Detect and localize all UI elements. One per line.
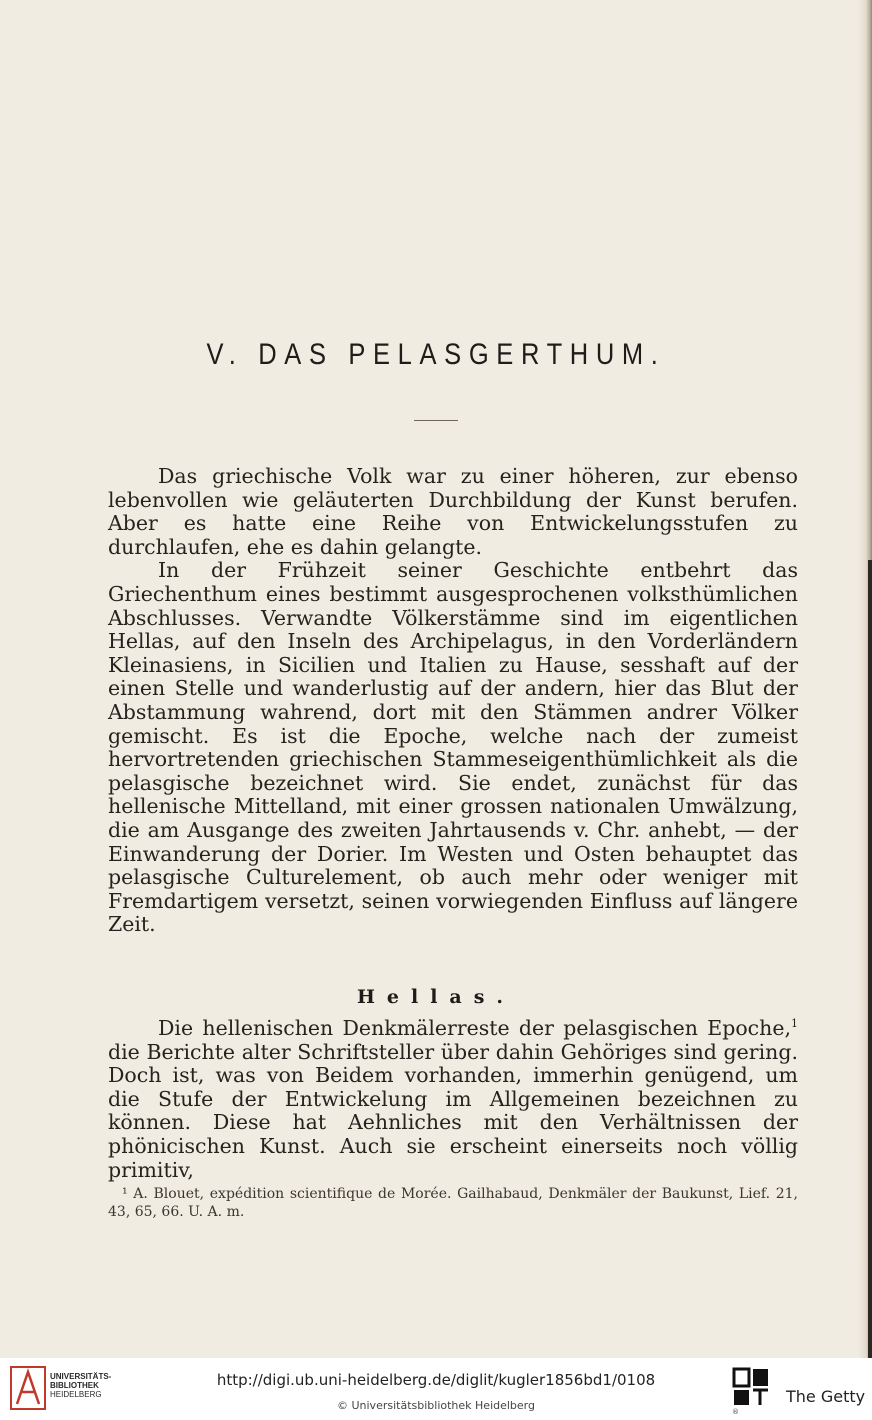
partner-name: The Getty	[786, 1387, 866, 1406]
title-divider	[414, 420, 458, 421]
copyright-notice: © Universitätsbibliothek Heidelberg	[336, 1399, 535, 1412]
footnote: ¹ A. Blouet, expédition scientifique de Morée. Gailhabaud, Denkmäler der Baukunst, Lief. 21, 43, 65, 66. U. A. m.	[108, 1186, 798, 1220]
paragraph-hellas-rest: die Berichte alter Schriftsteller über dahin Gehöriges sind gering. Doch ist, was von Beidem vorhanden, immerhin genügend, um die Stufe der Entwickelung im Allgemeinen bezeichnen zu können. Diese hat Aehnliches mit den Verhältnissen der phönicischen Kunst. Auch sie erscheint einerseits noch völlig primitiv,	[108, 1039, 798, 1182]
section-heading-hellas: Hellas.	[356, 986, 516, 1008]
library-name-line1: UNIVERSITÄTS-	[50, 1372, 112, 1381]
page-edge-binding	[868, 560, 872, 1360]
library-name-line3: HEIDELBERG	[50, 1390, 102, 1399]
getty-logo-icon	[732, 1367, 770, 1407]
paragraph-2: In der Frühzeit seiner Geschichte entbehrt das Griechenthum eines bestimmt ausgesprochenen volksthümlichen Abschlusses. Verwandte Völkerstämme sind im eigentlichen Hellas, auf den Inseln des Archipelagus, in den Vorderländern Kleinasiens, in Sicilien und Italien zu Hause, sesshaft auf der einen Stelle und wanderlustig auf der andern, hier das Blut der Abstammung wahrend, dort mit den Stämmen andrer Völker gemischt. Es ist die Epoche, welche nach der zumeist hervortretenden griechischen Stammeseigenthümlichkeit als die pelasgische bezeichnet wird. Sie endet, zunächst für das hellenische Mittelland, mit einer grossen nationalen Umwälzung, die am Ausgange des zweiten Jahrtausends v. Chr. anhebt, — der Einwanderung der Dorier. Im Westen und Osten behauptet das pelasgische Culturelement, ob auch mehr oder weniger mit Fremdartigem versetzt, seinen vorwiegenden Einfluss auf längere Zeit.	[108, 558, 798, 937]
paragraph-hellas-start: Die hellenischen Denkmälerreste der pelasgischen Epoche,	[158, 1016, 791, 1040]
intro-text	[108, 465, 798, 937]
library-name-line2: BIBLIOTHEK	[50, 1381, 99, 1390]
chapter-title: V. DAS PELASGERTHUM.	[206, 338, 666, 371]
paragraph-1: Das griechische Volk war zu einer höheren, zur ebenso lebenvollen wie geläuterten Durchbildung der Kunst berufen. Aber es hatte eine Reihe von Entwickelungsstufen zu durchlaufen, ehe es dahin gelangte.	[108, 464, 798, 559]
registered-mark: ®	[732, 1408, 739, 1416]
footnote-marker: 1	[791, 1017, 798, 1031]
hellas-text	[108, 1017, 798, 1182]
permalink-url[interactable]: http://digi.ub.uni-heidelberg.de/diglit/kugler1856bd1/0108	[216, 1371, 656, 1389]
paragraph-hellas	[108, 1017, 798, 1182]
